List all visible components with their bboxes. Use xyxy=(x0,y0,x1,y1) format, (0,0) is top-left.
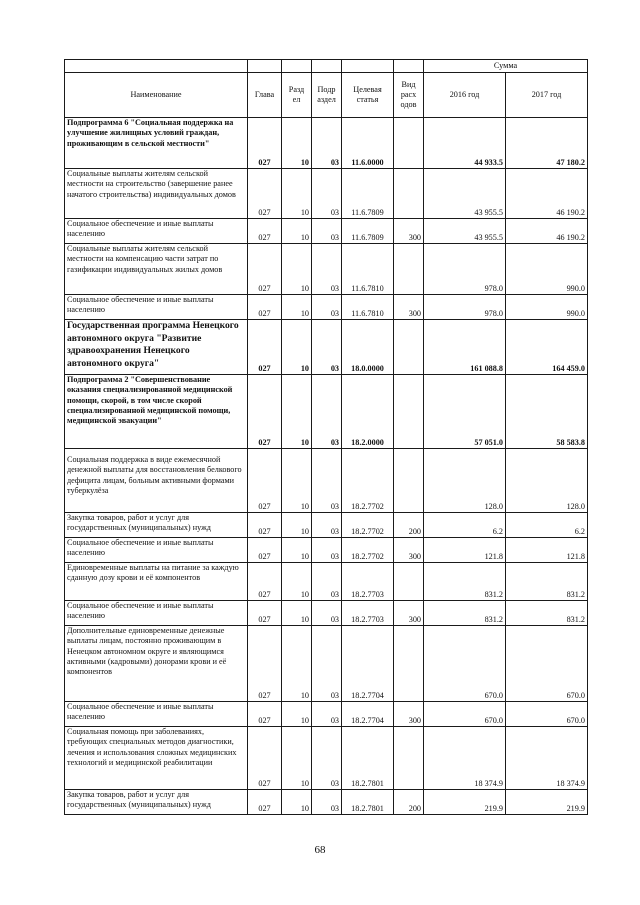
row-sum-2017: 164 459.0 xyxy=(506,320,588,375)
row-sum-2016: 18 374.9 xyxy=(424,727,506,790)
table-row xyxy=(65,563,588,601)
row-article: 18.2.0000 xyxy=(342,375,394,449)
row-section: 10 xyxy=(282,118,312,169)
row-sum-2016: 670.0 xyxy=(424,626,506,702)
row-sum-2016: 670.0 xyxy=(424,702,506,727)
row-name: Социальные выплаты жителям сельской местности на компенсацию части затрат по газификации индивидуальных жилых домов xyxy=(65,244,248,295)
row-article: 18.2.7703 xyxy=(342,601,394,626)
table-row xyxy=(65,702,588,727)
row-section: 10 xyxy=(282,295,312,320)
row-section: 10 xyxy=(282,563,312,601)
row-article: 18.2.7702 xyxy=(342,538,394,563)
row-sum-2016: 978.0 xyxy=(424,244,506,295)
table-row xyxy=(65,320,588,375)
row-article: 18.2.7704 xyxy=(342,626,394,702)
table-row xyxy=(65,449,588,513)
row-section: 10 xyxy=(282,513,312,538)
row-subsection: 03 xyxy=(312,538,342,563)
table-row xyxy=(65,244,588,295)
row-expense-type: 300 xyxy=(394,601,424,626)
row-name: Социальное обеспечение и иные выплаты населению xyxy=(65,538,248,563)
row-sum-2017: 128.0 xyxy=(506,449,588,513)
row-sum-2016: 831.2 xyxy=(424,601,506,626)
row-sum-2016: 121.8 xyxy=(424,538,506,563)
row-chapter: 027 xyxy=(248,727,282,790)
year-2017-header: 2017 год xyxy=(506,73,588,118)
row-sum-2017: 990.0 xyxy=(506,295,588,320)
row-expense-type xyxy=(394,449,424,513)
row-name: Социальное обеспечение и иные выплаты населению xyxy=(65,702,248,727)
row-article: 18.2.7704 xyxy=(342,702,394,727)
row-chapter: 027 xyxy=(248,790,282,815)
header-row-top xyxy=(65,60,588,73)
row-chapter: 027 xyxy=(248,702,282,727)
row-expense-type xyxy=(394,727,424,790)
row-article: 18.2.7702 xyxy=(342,513,394,538)
table-row xyxy=(65,295,588,320)
row-sum-2017: 46 190.2 xyxy=(506,219,588,244)
row-subsection: 03 xyxy=(312,320,342,375)
row-article: 11.6.7809 xyxy=(342,219,394,244)
row-subsection: 03 xyxy=(312,118,342,169)
row-chapter: 027 xyxy=(248,513,282,538)
table-row xyxy=(65,375,588,449)
row-sum-2017: 831.2 xyxy=(506,601,588,626)
row-article: 11.6.7809 xyxy=(342,169,394,219)
row-section: 10 xyxy=(282,244,312,295)
row-sum-2017: 219.9 xyxy=(506,790,588,815)
row-expense-type xyxy=(394,563,424,601)
row-sum-2016: 161 088.8 xyxy=(424,320,506,375)
row-subsection: 03 xyxy=(312,727,342,790)
row-article: 18.2.7702 xyxy=(342,449,394,513)
row-sum-2017: 58 583.8 xyxy=(506,375,588,449)
row-sum-2016: 43 955.5 xyxy=(424,169,506,219)
row-expense-type xyxy=(394,169,424,219)
row-sum-2017: 670.0 xyxy=(506,626,588,702)
row-chapter: 027 xyxy=(248,449,282,513)
table-row xyxy=(65,601,588,626)
row-expense-type xyxy=(394,626,424,702)
row-subsection: 03 xyxy=(312,219,342,244)
row-chapter: 027 xyxy=(248,538,282,563)
row-article: 18.2.7801 xyxy=(342,790,394,815)
row-article: 11.6.7810 xyxy=(342,244,394,295)
name-header: Наименование xyxy=(65,73,248,118)
row-subsection: 03 xyxy=(312,244,342,295)
expense-type-header: Вид расх одов xyxy=(394,73,424,118)
row-expense-type: 300 xyxy=(394,219,424,244)
row-subsection: 03 xyxy=(312,449,342,513)
row-expense-type: 200 xyxy=(394,513,424,538)
table-row xyxy=(65,727,588,790)
row-sum-2016: 831.2 xyxy=(424,563,506,601)
row-section: 10 xyxy=(282,790,312,815)
row-sum-2016: 43 955.5 xyxy=(424,219,506,244)
row-section: 10 xyxy=(282,727,312,790)
row-name: Дополнительные единовременные денежные выплаты лицам, постоянно проживающим в Ненецком автономном округе и являющимся активными (кадровыми) донорами крови и её компонентов xyxy=(65,626,248,702)
row-expense-type: 300 xyxy=(394,295,424,320)
table-row xyxy=(65,169,588,219)
row-name: Единовременные выплаты на питание за каждую сданную дозу крови и её компонентов xyxy=(65,563,248,601)
row-sum-2017: 831.2 xyxy=(506,563,588,601)
row-expense-type: 300 xyxy=(394,538,424,563)
row-sum-2016: 44 933.5 xyxy=(424,118,506,169)
row-subsection: 03 xyxy=(312,626,342,702)
row-section: 10 xyxy=(282,169,312,219)
row-sum-2016: 219.9 xyxy=(424,790,506,815)
row-expense-type: 200 xyxy=(394,790,424,815)
header-row xyxy=(65,73,588,118)
row-chapter: 027 xyxy=(248,320,282,375)
row-expense-type: 300 xyxy=(394,702,424,727)
row-chapter: 027 xyxy=(248,295,282,320)
row-section: 10 xyxy=(282,702,312,727)
row-expense-type xyxy=(394,375,424,449)
row-expense-type xyxy=(394,118,424,169)
row-chapter: 027 xyxy=(248,601,282,626)
row-name: Социальные выплаты жителям сельской местности на строительство (завершение ранее начатого строительства) индивидуальных домов xyxy=(65,169,248,219)
row-chapter: 027 xyxy=(248,626,282,702)
row-name: Социальное обеспечение и иные выплаты населению xyxy=(65,295,248,320)
row-section: 10 xyxy=(282,219,312,244)
row-sum-2016: 978.0 xyxy=(424,295,506,320)
row-article: 18.0.0000 xyxy=(342,320,394,375)
page-number: 68 xyxy=(314,844,326,856)
row-chapter: 027 xyxy=(248,375,282,449)
row-name: Социальное обеспечение и иные выплаты населению xyxy=(65,601,248,626)
row-sum-2017: 670.0 xyxy=(506,702,588,727)
section-header: Разд ел xyxy=(282,73,312,118)
row-chapter: 027 xyxy=(248,118,282,169)
budget-table xyxy=(64,59,588,815)
table-row xyxy=(65,219,588,244)
row-sum-2017: 121.8 xyxy=(506,538,588,563)
row-subsection: 03 xyxy=(312,295,342,320)
row-name: Подпрограмма 6 "Социальная поддержка на улучшение жилищных условий граждан, проживающим в сельской местности" xyxy=(65,118,248,169)
row-subsection: 03 xyxy=(312,601,342,626)
row-article: 11.6.7810 xyxy=(342,295,394,320)
row-chapter: 027 xyxy=(248,244,282,295)
table-row xyxy=(65,538,588,563)
row-subsection: 03 xyxy=(312,790,342,815)
row-name: Закупка товаров, работ и услуг для государственных (муниципальных) нужд xyxy=(65,513,248,538)
row-sum-2016: 6.2 xyxy=(424,513,506,538)
row-subsection: 03 xyxy=(312,375,342,449)
row-article: 11.6.0000 xyxy=(342,118,394,169)
row-sum-2017: 990.0 xyxy=(506,244,588,295)
row-name: Социальная помощь при заболеваниях, требующих специальных методов диагностики, лечения и использования сложных медицинских технологий и медицинской реабилитации xyxy=(65,727,248,790)
row-sum-2016: 128.0 xyxy=(424,449,506,513)
row-article: 18.2.7801 xyxy=(342,727,394,790)
table-row xyxy=(65,790,588,815)
row-name: Подпрограмма 2 "Совершенствование оказания специализированной медицинской помощи, скорой, в том числе скорой специализированной медицинской помощи, медицинской эвакуации" xyxy=(65,375,248,449)
target-article-header: Целевая статья xyxy=(342,73,394,118)
row-sum-2016: 57 051.0 xyxy=(424,375,506,449)
row-name: Закупка товаров, работ и услуг для государственных (муниципальных) нужд xyxy=(65,790,248,815)
row-sum-2017: 6.2 xyxy=(506,513,588,538)
row-sum-2017: 18 374.9 xyxy=(506,727,588,790)
row-subsection: 03 xyxy=(312,513,342,538)
sum-header: Сумма xyxy=(424,60,588,73)
row-section: 10 xyxy=(282,601,312,626)
row-section: 10 xyxy=(282,626,312,702)
row-chapter: 027 xyxy=(248,169,282,219)
table-row xyxy=(65,118,588,169)
chapter-header: Глава xyxy=(248,73,282,118)
row-chapter: 027 xyxy=(248,563,282,601)
row-article: 18.2.7703 xyxy=(342,563,394,601)
row-expense-type xyxy=(394,244,424,295)
row-name: Государственная программа Ненецкого автономного округа "Развитие здравоохранения Ненецкого автономного округа" xyxy=(65,320,248,375)
row-name: Социальное обеспечение и иные выплаты населению xyxy=(65,219,248,244)
row-subsection: 03 xyxy=(312,702,342,727)
row-chapter: 027 xyxy=(248,219,282,244)
row-section: 10 xyxy=(282,538,312,563)
row-section: 10 xyxy=(282,320,312,375)
row-expense-type xyxy=(394,320,424,375)
row-subsection: 03 xyxy=(312,169,342,219)
row-section: 10 xyxy=(282,375,312,449)
row-section: 10 xyxy=(282,449,312,513)
row-subsection: 03 xyxy=(312,563,342,601)
row-name: Социальная поддержка в виде ежемесячной денежной выплаты для восстановления белкового дефицита лицам, больным активными формами туберкулёза xyxy=(65,449,248,513)
subsection-header: Подр аздел xyxy=(312,73,342,118)
table-row xyxy=(65,626,588,702)
row-sum-2017: 46 190.2 xyxy=(506,169,588,219)
row-sum-2017: 47 180.2 xyxy=(506,118,588,169)
table-row xyxy=(65,513,588,538)
year-2016-header: 2016 год xyxy=(424,73,506,118)
